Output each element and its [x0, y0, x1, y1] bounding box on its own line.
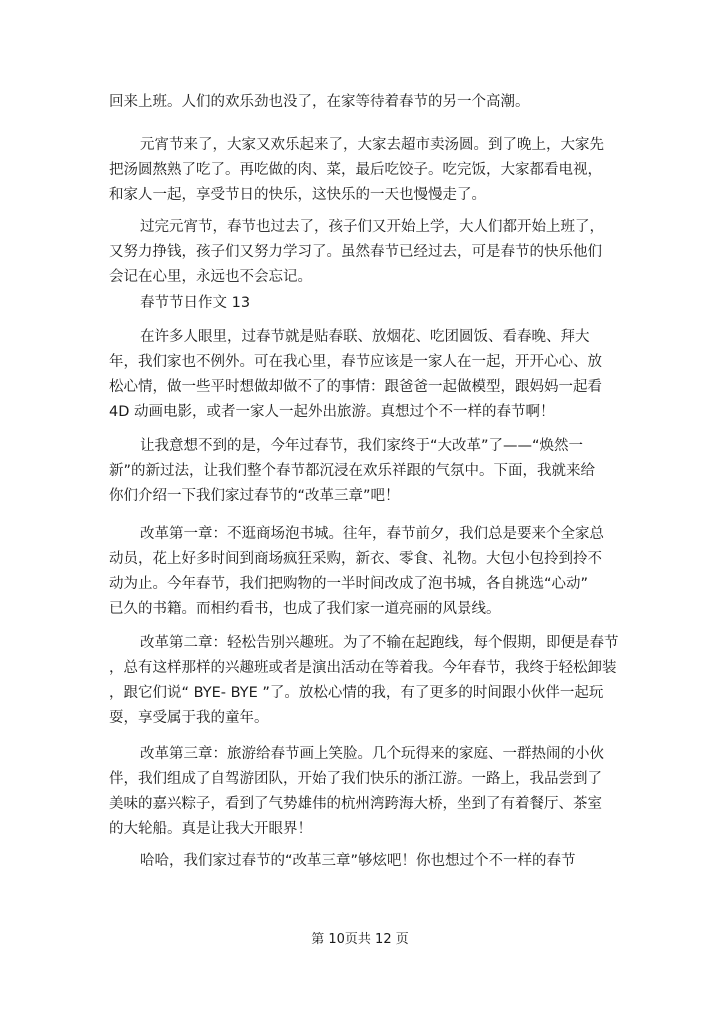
text-line: 回来上班。人们的欢乐劲也没了，在家等待着春节的另一个高潮。: [109, 94, 530, 110]
section-heading: 春节节日作文 13: [140, 295, 251, 311]
text-line: 改革第三章：旅游给春节画上笑脸。几个玩得来的家庭、一群热闹的小伙: [140, 746, 604, 762]
text-line: 又努力挣钱，孩子们又努力学习了。虽然春节已经过去，可是春节的快乐他们: [109, 244, 602, 260]
text-line: 在许多人眼里，过春节就是贴春联、放烟花、吃团圆饭、看春晚、拜大: [140, 329, 590, 345]
text-line: 过完元宵节，春节也过去了，孩子们又开始上学，大人们都开始上班了，: [140, 219, 604, 235]
text-line: 的大轮船。真是让我大开眼界！: [109, 821, 312, 837]
text-line: 把汤圆熬熟了吃了。再吃做的肉、菜，最后吃饺子。吃完饭，大家都看电视，: [109, 162, 602, 178]
text-line: ，总有这样那样的兴趣班或者是演出活动在等着我。今年春节，我终于轻松卸装: [109, 660, 617, 676]
text-line: 已久的书籍。而相约看书，也成了我们家一道亮丽的风景线。: [109, 601, 501, 617]
text-line: 会记在心里，永远也不会忘记。: [109, 269, 312, 285]
text-line: 4D 动画电影，或者一家人一起外出旅游。真想过个不一样的春节啊！: [109, 404, 555, 420]
text-line: 和家人一起，享受节日的快乐，这快乐的一天也慢慢走了。: [109, 187, 486, 203]
text-line: 哈哈，我们家过春节的“改革三章”够炫吧！你也想过个不一样的春节: [140, 853, 576, 869]
text-line: 动为止。今年春节，我们把购物的一半时间改成了泡书城，各自挑选“心动”: [109, 576, 589, 592]
text-line: 年，我们家也不例外。可在我心里，春节应该是一家人在一起，开开心心、放: [109, 354, 602, 370]
text-line: ，跟它们说“ BYE- BYE ”了。放松心情的我，有了更多的时间跟小伙伴一起玩: [109, 685, 604, 701]
text-line: 动员，花上好多时间到商场疯狂采购，新衣、零食、礼物。大包小包拎到拎不: [109, 551, 602, 567]
text-line: 你们介绍一下我们家过春节的“改革三章”吧！: [109, 488, 400, 504]
text-line: 新”的新过法，让我们整个春节都沉浸在欢乐祥跟的气氛中。下面，我就来给: [109, 463, 596, 479]
text-line: 让我意想不到的是，今年过春节，我们家终于“大改革”了——“焕然一: [140, 438, 584, 454]
text-line: 改革第一章：不逛商场泡书城。往年，春节前夕，我们总是要来个全家总: [140, 526, 604, 542]
text-line: 改革第二章：轻松告别兴趣班。为了不输在起跑线，每个假期，即便是春节: [140, 635, 619, 651]
page-footer: 第 10页共 12 页: [311, 932, 409, 947]
text-line: 耍，享受属于我的童年。: [109, 710, 269, 726]
text-line: 美味的嘉兴粽子，看到了气势雄伟的杭州湾跨海大桥，坐到了有着餐厅、茶室: [109, 796, 602, 812]
text-line: 伴，我们组成了自驾游团队，开始了我们快乐的浙江游。一路上，我品尝到了: [109, 771, 602, 787]
text-line: 元宵节来了，大家又欢乐起来了，大家去超市卖汤圆。到了晚上，大家先: [140, 137, 604, 153]
text-line: 松心情，做一些平时想做却做不了的事情：跟爸爸一起做模型，跟妈妈一起看: [109, 379, 602, 395]
